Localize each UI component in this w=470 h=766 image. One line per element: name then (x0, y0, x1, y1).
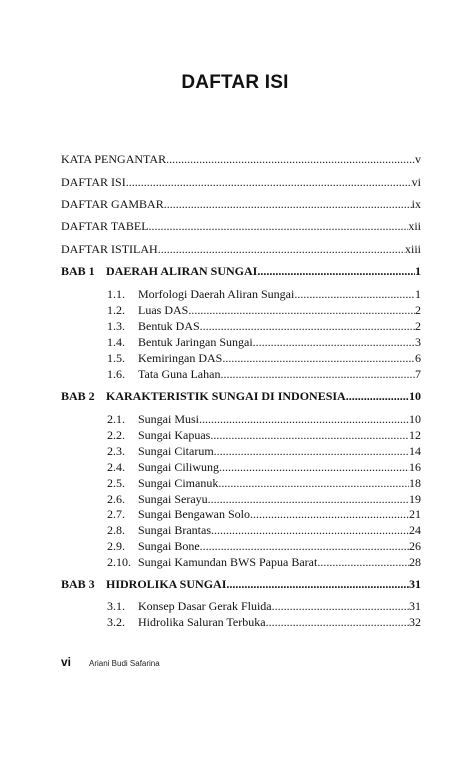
toc-entry-daftar-gambar[interactable] (61, 196, 421, 212)
chapter-page: 10 (409, 389, 421, 403)
dot-leader (294, 286, 415, 302)
section-number: 3.1. (107, 599, 125, 613)
dot-leader (199, 411, 409, 427)
section-label: Hidrolika Saluran Terbuka (138, 615, 266, 629)
chapter-page: 31 (409, 577, 421, 591)
chapter-title: DAERAH ALIRAN SUNGAI (106, 264, 258, 278)
section-page: 3 (415, 335, 421, 349)
toc-entry-page: xii (408, 219, 421, 233)
toc-entry-label: DAFTAR GAMBAR (61, 197, 164, 211)
section-label: Luas DAS (138, 303, 189, 317)
toc-section-2-4[interactable] (107, 459, 421, 475)
dot-leader (222, 350, 415, 366)
section-page: 1 (415, 287, 421, 301)
section-number: 3.2. (107, 615, 125, 629)
dot-leader (166, 151, 415, 167)
section-label: Bentuk DAS (138, 319, 200, 333)
chapter-page: 1 (415, 264, 421, 278)
chapter-title: HIDROLIKA SUNGAI (106, 577, 227, 591)
dot-leader (126, 174, 412, 190)
section-number: 1.2. (107, 303, 125, 317)
section-page: 28 (409, 555, 421, 569)
toc-section-3-2[interactable] (107, 614, 421, 630)
toc-section-2-1[interactable] (107, 411, 421, 427)
dot-leader (250, 506, 409, 522)
toc-entry-label: KATA PENGANTAR (61, 152, 167, 166)
dot-leader (211, 522, 409, 538)
section-number: 2.6. (107, 492, 125, 506)
section-number: 2.7. (107, 507, 125, 521)
chapter-title: KARAKTERISTIK SUNGAI DI INDONESIA (106, 389, 346, 403)
toc-entry-page: vi (411, 175, 421, 189)
page-number: vi (61, 655, 72, 669)
section-number: 1.6. (107, 367, 125, 381)
toc-section-1-2[interactable] (107, 302, 421, 318)
section-page: 31 (409, 599, 421, 613)
section-page: 12 (409, 428, 421, 442)
section-label: Sungai Bone (138, 539, 200, 553)
section-page: 21 (409, 507, 421, 521)
dot-leader (219, 459, 409, 475)
section-page: 19 (409, 492, 421, 506)
section-label: Sungai Cimanuk (138, 476, 219, 490)
dot-leader (214, 443, 409, 459)
section-label: Bentuk Jaringan Sungai (138, 335, 253, 349)
section-number: 1.3. (107, 319, 125, 333)
section-page: 18 (409, 476, 421, 490)
chapter-number: BAB 2 (61, 389, 95, 403)
section-number: 1.1. (107, 287, 125, 301)
chapter-number: BAB 3 (61, 577, 95, 591)
toc-chapter-3[interactable] (61, 576, 421, 592)
page-footer (61, 655, 160, 669)
section-number: 2.1. (107, 412, 125, 426)
dot-leader (164, 196, 412, 212)
dot-leader (210, 427, 409, 443)
toc-section-2-9[interactable] (107, 538, 421, 554)
section-label: Sungai Citarum (138, 444, 214, 458)
dot-leader (158, 241, 405, 257)
section-page: 26 (409, 539, 421, 553)
dot-leader (266, 614, 409, 630)
toc-entry-daftar-istilah[interactable] (61, 241, 421, 257)
toc-entry-daftar-tabel[interactable] (61, 218, 421, 234)
dot-leader (188, 302, 415, 318)
section-number: 2.8. (107, 523, 125, 537)
toc-section-2-10[interactable] (107, 554, 421, 570)
section-page: 32 (409, 615, 421, 629)
dot-leader (218, 475, 409, 491)
section-page: 7 (415, 367, 421, 381)
section-number: 2.3. (107, 444, 125, 458)
dot-leader (200, 538, 409, 554)
dot-leader (200, 318, 415, 334)
section-number: 1.5. (107, 351, 125, 365)
toc-chapter-1[interactable] (61, 263, 421, 279)
section-page: 2 (415, 319, 421, 333)
dot-leader (253, 334, 415, 350)
section-label: Sungai Bengawan Solo (138, 507, 250, 521)
section-number: 2.2. (107, 428, 125, 442)
toc-section-2-6[interactable] (107, 491, 421, 507)
toc-entry-page: ix (411, 197, 421, 211)
section-page: 24 (409, 523, 421, 537)
toc-chapter-2[interactable] (61, 388, 421, 404)
section-label: Kemiringan DAS (138, 351, 223, 365)
section-number: 1.4. (107, 335, 125, 349)
author-name: Ariani Budi Safarina (89, 659, 160, 668)
section-label: Tata Guna Lahan (138, 367, 221, 381)
section-label: Sungai Serayu (138, 492, 208, 506)
section-page: 6 (415, 351, 421, 365)
section-number: 2.10. (107, 555, 131, 569)
section-label: Sungai Musi (138, 412, 200, 426)
toc-section-2-7[interactable] (107, 506, 421, 522)
section-label: Sungai Ciliwung (138, 460, 220, 474)
section-number: 2.9. (107, 539, 125, 553)
section-page: 2 (415, 303, 421, 317)
dot-leader (257, 263, 415, 279)
dot-leader (220, 366, 415, 382)
toc-entry-label: DAFTAR TABEL (61, 219, 149, 233)
dot-leader (317, 554, 409, 570)
toc-entry-label: DAFTAR ISI (61, 175, 126, 189)
dot-leader (226, 576, 409, 592)
chapter-number: BAB 1 (61, 264, 95, 278)
dot-leader (272, 598, 409, 614)
dot-leader (149, 218, 409, 234)
section-label: Konsep Dasar Gerak Fluida (138, 599, 272, 613)
section-label: Sungai Kapuas (138, 428, 211, 442)
toc-entry-daftar-isi[interactable] (61, 174, 421, 190)
toc-section-1-1[interactable] (107, 286, 421, 302)
toc-section-2-5[interactable] (107, 475, 421, 491)
toc-entry-page: v (415, 152, 421, 166)
section-number: 2.5. (107, 476, 125, 490)
toc-section-2-2[interactable] (107, 427, 421, 443)
section-page: 14 (409, 444, 421, 458)
toc-section-3-1[interactable] (107, 598, 421, 614)
toc-section-2-3[interactable] (107, 443, 421, 459)
section-number: 2.4. (107, 460, 125, 474)
toc-entry-label: DAFTAR ISTILAH (61, 242, 158, 256)
dot-leader (208, 491, 409, 507)
section-page: 10 (409, 412, 421, 426)
toc-section-1-4[interactable] (107, 334, 421, 350)
toc-section-1-3[interactable] (107, 318, 421, 334)
section-label: Sungai Brantas (138, 523, 211, 537)
toc-section-1-6[interactable] (107, 366, 421, 382)
page-title: DAFTAR ISI (181, 72, 289, 93)
section-label: Morfologi Daerah Aliran Sungai (138, 287, 295, 301)
section-page: 16 (409, 460, 421, 474)
dot-leader (346, 388, 409, 404)
section-label: Sungai Kamundan BWS Papua Barat (138, 555, 318, 569)
toc-section-1-5[interactable] (107, 350, 421, 366)
toc-section-2-8[interactable] (107, 522, 421, 538)
toc-entry-kata-pengantar[interactable] (61, 151, 421, 167)
toc-entry-page: xiii (404, 242, 421, 256)
